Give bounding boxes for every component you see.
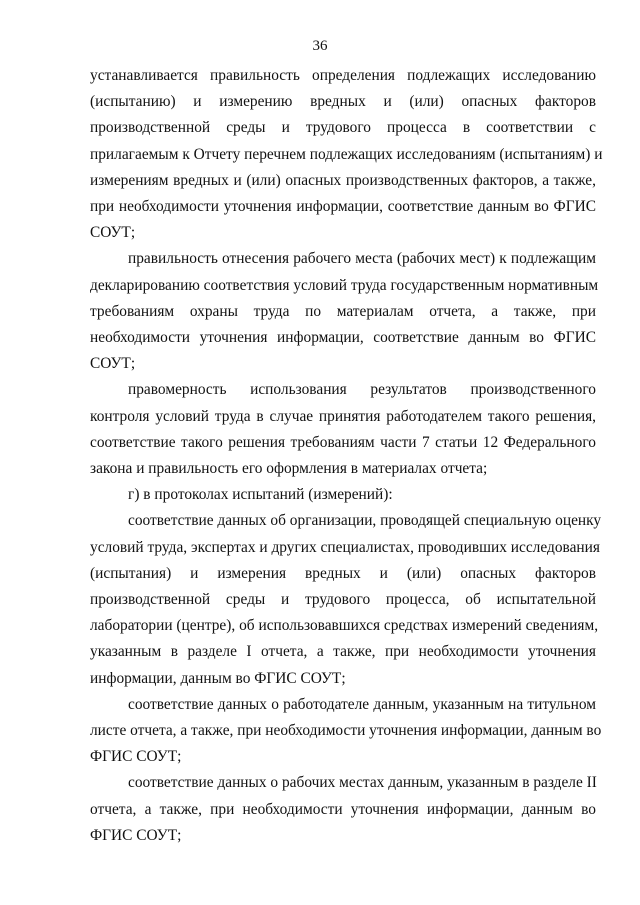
text-line: правильность отнесения рабочего места (рабочих мест) к подлежащим <box>128 250 596 268</box>
text-line: соответствие данных о работодателе данным, указанным на титульном <box>128 695 596 713</box>
paragraph <box>90 377 596 482</box>
text-line: (испытания) и измерения вредных и (или) опасных факторов <box>90 564 596 582</box>
text-line: условий труда, экспертах и других специалистах, проводивших исследования <box>90 538 600 556</box>
document-body <box>90 63 603 849</box>
text-line: листе отчета, а также, при необходимости уточнения информации, данным во <box>90 722 602 740</box>
text-line: производственной среды и трудового процесса, об испытательной <box>90 591 596 609</box>
text-line: измерениям вредных и (или) опасных производственных факторов, а также, <box>90 171 596 189</box>
text-line: соответствие данных об организации, проводящей специальную оценку <box>128 512 602 530</box>
paragraph <box>90 692 602 771</box>
text-line: закона и правильность его оформления в материалах отчета; <box>90 460 488 478</box>
text-line: правомерность использования результатов производственного <box>128 381 596 399</box>
text-line: СОУТ; <box>90 355 136 373</box>
text-line: устанавливается правильность определения подлежащих исследованию <box>90 67 596 84</box>
paragraph <box>90 482 596 508</box>
text-line: прилагаемым к Отчету перечнем подлежащих исследованиям (испытаниям) и <box>90 145 603 163</box>
text-line: указанным в разделе I отчета, а также, при необходимости уточнения <box>90 643 596 661</box>
paragraph <box>90 63 603 246</box>
page-number: 36 <box>312 38 328 54</box>
text-line: информации, данным во ФГИС СОУТ; <box>90 669 346 687</box>
text-line: г) в протоколах испытаний (измерений): <box>128 486 393 504</box>
text-line: декларированию соответствия условий труда государственным нормативным <box>90 276 599 294</box>
paragraph <box>90 246 599 377</box>
text-line: соответствие данных о рабочих местах данным, указанным в разделе II <box>128 774 597 792</box>
text-line: ФГИС СОУТ; <box>90 826 182 844</box>
text-line: (испытанию) и измерению вредных и (или) опасных факторов <box>90 93 596 111</box>
paragraph <box>90 508 602 691</box>
text-line: производственной среды и трудового процесса в соответствии с <box>90 119 596 137</box>
text-line: лаборатории (центре), об использовавшихся средствах измерений сведениям, <box>90 617 599 635</box>
text-line: соответствие такого решения требованиям части 7 статьи 12 Федерального <box>90 433 596 451</box>
paragraph <box>90 770 596 849</box>
text-line: при необходимости уточнения информации, соответствие данным во ФГИС <box>90 198 596 216</box>
text-line: ФГИС СОУТ; <box>90 748 182 766</box>
text-line: требованиям охраны труда по материалам отчета, а также, при <box>90 302 596 320</box>
text-line: контроля условий труда в случае принятия работодателем такого решения, <box>90 407 596 425</box>
text-line: отчета, а также, при необходимости уточнения информации, данным во <box>90 800 596 818</box>
text-line: СОУТ; <box>90 224 136 242</box>
text-line: необходимости уточнения информации, соответствие данным во ФГИС <box>90 329 596 347</box>
